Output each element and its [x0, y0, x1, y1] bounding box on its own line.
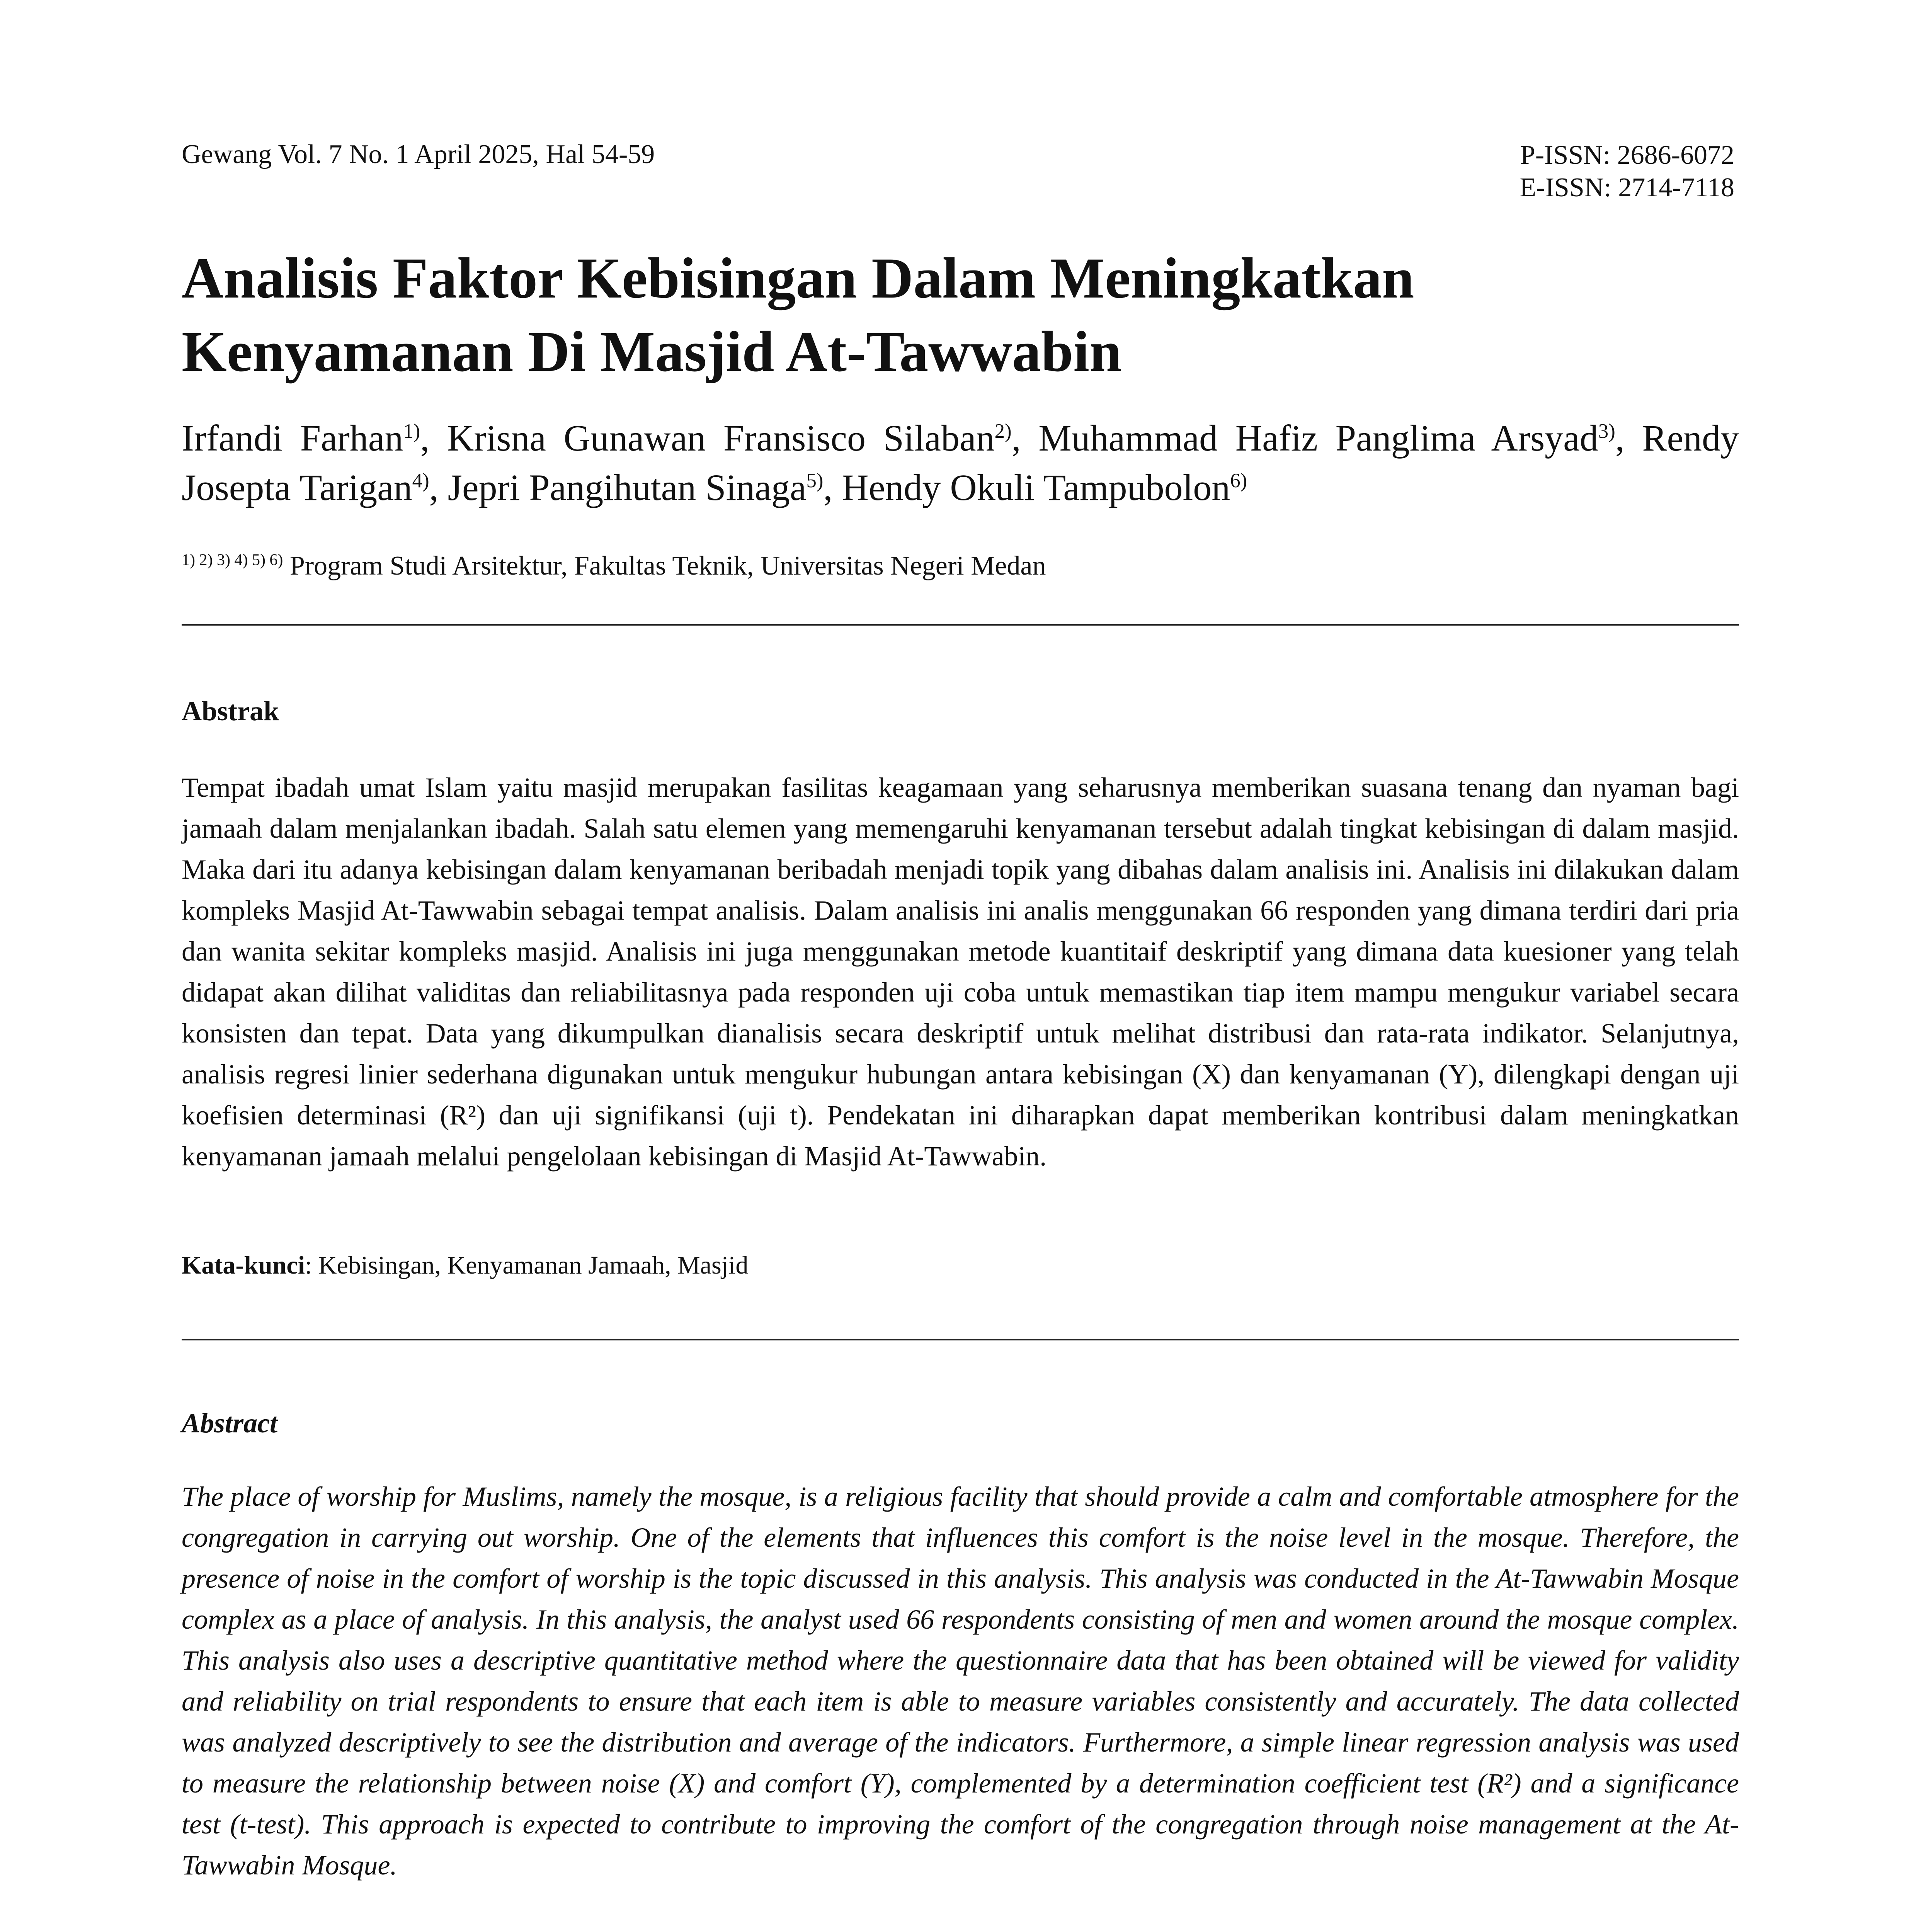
author-list: Irfandi Farhan$^{1)}$, Krisna Gunawan Fransisco Silaban$^{2)}$, Muhammad Hafiz Panglima Arsyad$^{3)}$, Rendy Josepta Tarigan$^{4)}$, Jepri Pangihutan Sinaga$^{5)}$, Hendy Okuli Tampubolon$^{6)}$ [182, 417, 1739, 508]
author-mark: 2) [994, 420, 1012, 442]
affiliation [182, 549, 1046, 583]
p-issn: P-ISSN: 2686-6072 [1520, 140, 1734, 170]
paper-title [182, 242, 1739, 388]
keywords-list: : Kebisingan, Kenyamanan Jamaah, Masjid [305, 1251, 749, 1279]
author-name: Rendy Josepta Tarigan [182, 417, 1739, 508]
abstract-body: The place of worship for Muslims, namely the mosque, is a religious facility that should provide a calm and comfortable atmosphere for the congregation in carrying out worship. One of the elements that influences this comfort is the noise level in the mosque. Therefore, the presence of noise in the comfort of worship is the topic discussed in this analysis. This analysis was conducted in the At-Tawwabin Mosque complex as a place of analysis. In this analysis, the analyst used 66 respondents consisting of men and women around the mosque complex. This analysis also uses a descriptive quantitative method where the questionnaire data that has been obtained will be viewed for validity and reliability on trial respondents to ensure that each item is able to measure variables consistently and accurately. The data collected was analyzed descriptively to see the distribution and average of the indicators. Furthermore, a simple linear regression analysis was used to measure the relationship between noise (X) and comfort (Y), complemented by a determination coefficient test (R²) and a significance test (t-test). This approach is expected to contribute to improving the comfort of the congregation through noise management at the At-Tawwabin Mosque. [182, 1481, 1739, 1881]
divider [182, 624, 1739, 626]
author-mark: 4) [412, 469, 429, 492]
issn-block [1520, 139, 1734, 204]
journal-reference: Gewang Vol. 7 No. 1 April 2025, Hal 54-59 [182, 139, 655, 169]
keywords-label: Kata-kunci [182, 1251, 305, 1279]
divider [182, 1339, 1739, 1340]
author-name: Muhammad Hafiz Panglima Arsyad [1038, 417, 1598, 459]
author-name: Irfandi Farhan [182, 417, 403, 459]
affiliation-marks: 1) 2) 3) 4) 5) 6) [182, 551, 283, 569]
author-mark: 3) [1598, 420, 1615, 442]
abstrak-heading: Abstrak [182, 696, 279, 726]
title-line-2: Kenyamanan Di Masjid At-Tawwabin [182, 320, 1122, 384]
affiliation-text: Program Studi Arsitektur, Fakultas Teknik, Universitas Negeri Medan [289, 551, 1046, 581]
abstrak-keywords [182, 1248, 748, 1283]
author-name: Krisna Gunawan Fransisco Silaban [447, 417, 995, 459]
author-name: Jepri Pangihutan Sinaga [448, 467, 807, 508]
abstract-heading: Abstract [182, 1408, 278, 1439]
e-issn: E-ISSN: 2714-7118 [1520, 173, 1734, 202]
author-mark: 5) [806, 469, 824, 492]
author-name: Hendy Okuli Tampubolon [842, 467, 1230, 508]
abstrak-body: Tempat ibadah umat Islam yaitu masjid merupakan fasilitas keagamaan yang seharusnya memberikan suasana tenang dan nyaman bagi jamaah dalam menjalankan ibadah. Salah satu elemen yang memengaruhi kenyamanan tersebut adalah tingkat kebisingan di dalam masjid. Maka dari itu adanya kebisingan dalam kenyamanan beribadah menjadi topik yang dibahas dalam analisis ini. Analisis ini dilakukan dalam kompleks Masjid At-Tawwabin sebagai tempat analisis. Dalam analisis ini analis menggunakan 66 responden yang dimana terdiri dari pria dan wanita sekitar kompleks masjid. Analisis ini juga menggunakan metode kuantitaif deskriptif yang dimana data kuesioner yang telah didapat akan dilihat validitas dan reliabilitasnya pada responden uji coba untuk memastikan tiap item mampu mengukur variabel secara konsisten dan tepat. Data yang dikumpulkan dianalisis secara deskriptif untuk melihat distribusi dan rata-rata indikator. Selanjutnya, analisis regresi linier sederhana digunakan untuk mengukur hubungan antara kebisingan (X) dan kenyamanan (Y), dilengkapi dengan uji koefisien determinasi (R²) dan uji signifikansi (uji t). Pendekatan ini diharapkan dapat memberikan kontribusi dalam meningkatkan kenyamanan jamaah melalui pengelolaan kebisingan di Masjid At-Tawwabin. [182, 772, 1739, 1172]
author-mark: 6) [1230, 469, 1247, 492]
author-mark: 1) [403, 420, 420, 442]
title-line-1: Analisis Faktor Kebisingan Dalam Meningkatkan [182, 246, 1414, 310]
